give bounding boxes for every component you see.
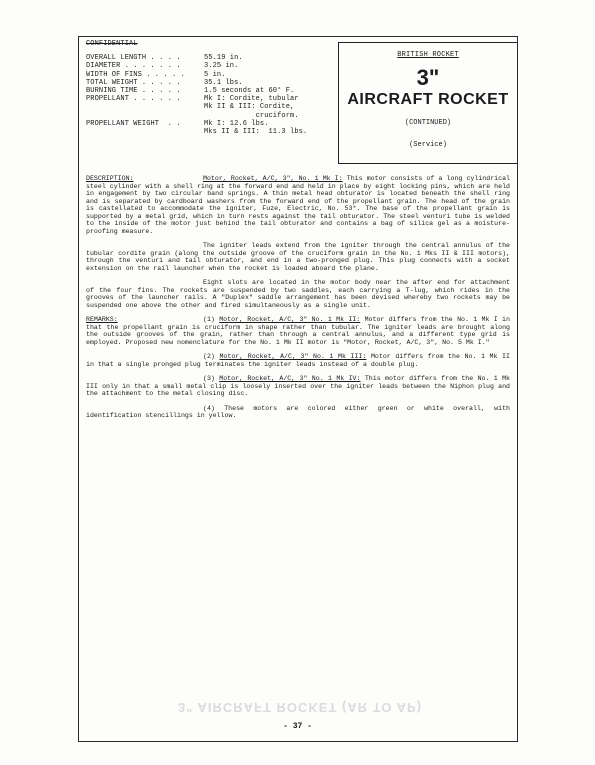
remark-2-number: (2) [203, 353, 215, 360]
spec-table [86, 54, 307, 136]
spec-key: PROPELLANT . . . . . . [86, 95, 181, 104]
spec-row [86, 71, 307, 79]
spec-value: 35.1 lbs. [204, 78, 243, 87]
spec-value: Mk I: Cordite, tubular Mk II & III: Cordite, cruciform. [204, 95, 299, 120]
title-caliber: 3" [416, 65, 440, 90]
remark-4-text: These motors are colored either green or white overall, with identification stencillings in yellow. [86, 404, 510, 419]
description-text-1: This motor consists of a long cylindrical steel cylinder with a shell ring at the forward end and held in place by eight locking pins, which are held in engagement by two circular band springs. A thin metal head obturator is located beneath the shell ring and is separated by cardboard washers from the forward end of the propellant grain. The head of the grain is castellated to accommodate the igniter, Fuze, Electric, No. 53*. The base of the propellant grain is supported by a metal grid, which in turn rests against the tail obturator. The steel venturi tube is welded to the inside of the motor just behind the tail obturator and contains a bag of silica gel as a moisture-proofing measure. [86, 175, 510, 235]
classification-mark: CONFIDENTIAL [86, 40, 138, 48]
remarks-label: REMARKS: [86, 316, 118, 323]
description-text-3: Eight slots are located in the motor body near the after end for attachment of the four fins. The rockets are suspended by two saddles, each carrying a T-lug, which rides in the grooves of the launcher rails. A "Duplex" saddle arrangement has been devised whereby two rockets may be suspended one above the other and fired simultaneously as a single unit. [86, 279, 510, 309]
spec-key: BURNING TIME . . . . . [86, 87, 181, 96]
remark-3 [86, 375, 510, 398]
spec-row [86, 54, 307, 62]
spec-key: TOTAL WEIGHT . . . . . [86, 78, 181, 87]
remark-2-title: Motor, Rocket, A/C, 3" No. 1 Mk III: [219, 353, 367, 360]
spec-row [86, 87, 307, 95]
remark-4-number: (4) [203, 404, 215, 412]
remark-2 [86, 353, 510, 368]
title-box [338, 42, 517, 164]
remark-1-number: (1) [203, 316, 215, 323]
title-continued: (CONTINUED) [404, 119, 452, 127]
description-paragraph-2 [86, 242, 510, 272]
spec-value: 3.25 in. [204, 62, 239, 71]
spec-value: 5 in. [204, 70, 226, 79]
body-text [86, 175, 510, 427]
remark-3-number: (3) [203, 375, 215, 382]
description-text-2: The igniter leads extend from the igniter through the central annulus of the tubular cordite grain (along the outside groove of the cruciform grain in the No. 1 Mks II & III motors), through the venturi and tail obturator, and end in a two-pronged plug. This plug connects with a socket extension on the rail launcher when the rocket is loaded aboard the plane. [86, 242, 510, 272]
spec-value: Mk I: 12.6 lbs. Mks II & III: 11.3 lbs. [204, 119, 308, 137]
description-paragraph-1 [86, 175, 510, 235]
description-label: DESCRIPTION: [86, 175, 134, 182]
spec-row [86, 95, 307, 120]
spec-row [86, 79, 307, 87]
remark-4 [86, 405, 510, 420]
remark-3-title: Motor, Rocket, A/C, 3" No. 1 Mk IV: [219, 375, 361, 382]
bleed-through-text: 3" AIRCRAFT ROCKET (AR TO AP) [177, 700, 423, 715]
spec-value: 55.19 in. [204, 54, 243, 63]
spec-row [86, 120, 307, 136]
remark-1 [86, 316, 510, 346]
spec-key: PROPELLANT WEIGHT . . [86, 119, 181, 128]
spec-value: 1.5 seconds at 60° F. [204, 87, 295, 96]
remark-3-text: This motor differs from the No. 1 Mk III only in that a small metal clip is loosely inserted over the igniter leads between the Niphon plug and the attachment to the metal closing disc. [86, 375, 511, 397]
remark-1-title: Motor, Rocket, A/C, 3" No. 1 Mk II: [219, 316, 361, 323]
spec-key: OVERALL LENGTH . . . . [86, 54, 181, 63]
remark-1-text: Motor differs from the No. 1 Mk I in that the propellant grain is cruciform in shape rather than tubular. The igniter leads are brought along the outside grooves of the grain, rather than through a central annulus, and a different type grid is employed. Proposed new nomenclature for the No. 1 Mk II motor is "Motor, Rocket, A/C, 3", No. 5 Mk I." [86, 316, 510, 346]
description-paragraph-3 [86, 279, 510, 309]
title-origin: BRITISH ROCKET [397, 51, 459, 59]
spec-key: WIDTH OF FINS . . . . . [86, 70, 185, 79]
remark-2-text: Motor differs from the No. 1 Mk II in that a single pronged plug terminates the igniter leads instead of a double plug. [86, 353, 510, 368]
page-number: - 37 - [283, 722, 312, 731]
title-service: (Service) [409, 141, 447, 149]
spec-row [86, 62, 307, 70]
title-name: AIRCRAFT ROCKET [347, 91, 509, 108]
spec-block [86, 40, 341, 136]
description-motor-title: Motor, Rocket, A/C, 3", No. 1 Mk I: [203, 175, 343, 182]
spec-key: DIAMETER . . . . . . . [86, 62, 181, 71]
